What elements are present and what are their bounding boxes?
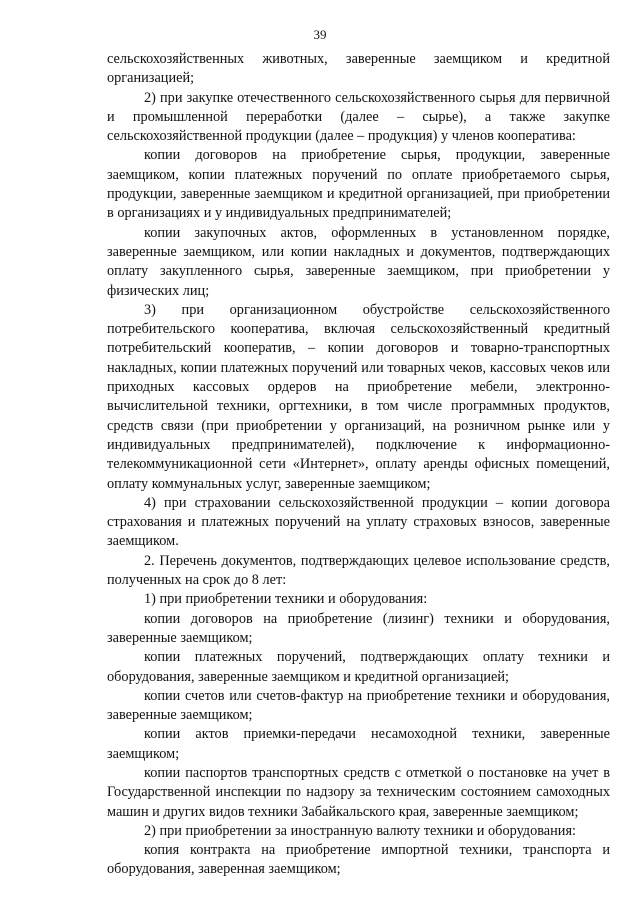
paragraph-section-2-heading: 2. Перечень документов, подтверждающих целевое использование средств, полученных на срок до 8 лет:: [107, 552, 610, 589]
paragraph-item-2-foreign-currency: 2) при приобретении за иностранную валюту техники и оборудования:: [144, 822, 576, 839]
document-body: [107, 50, 610, 880]
paragraph-leasing-contracts: копии договоров на приобретение (лизинг) техники и оборудования, заверенные заемщиком;: [107, 610, 610, 646]
paragraph-invoices: копии счетов или счетов-фактур на приобретение техники и оборудования, заверенные заемщиком;: [107, 687, 610, 724]
page-number: 39: [313, 27, 327, 42]
paragraph-item-2-raw-materials: 2) при закупке отечественного сельскохозяйственного сырья для первичной и промышленной переработки (далее – сырье), а также закупке сельскохозяйственной продукции (далее – продукция) у членов кооператива:: [107, 89, 610, 145]
paragraph-payment-orders: копии платежных поручений, подтверждающих оплату техники и оборудования, заверенные заемщиком и кредитной организацией;: [107, 649, 610, 685]
paragraph-item-3-cooperative: 3) при организационном обустройстве сельскохозяйственного потребительского кооператива, включая сельскохозяйственный кредитный потребительский кооператив, – копии договоров и товарно-транспортных накладных, копии платежных поручений или товарных чеков, кассовых чеков или приходных кассовых ордеров на приобретение мебели, электронно-вычислительной техники, оргтехники, в том числе программных продуктов, средств связи (при приобретении у организаций, на розничном рынке или у индивидуальных предпринимателей), подключение к информационно-телекоммуникационной сети «Интернет», оплату аренды офисных помещений, оплату коммунальных услуг, заверенные заемщиком;: [107, 301, 610, 492]
paragraph-item-4-insurance: 4) при страховании сельскохозяйственной продукции – копии договора страхования и платежных поручений на уплату страховых взносов, заверенные заемщиком.: [107, 494, 610, 550]
paragraph-item-1-equipment: 1) при приобретении техники и оборудования:: [144, 591, 428, 608]
paragraph-import-contract: копия контракта на приобретение импортной техники, транспорта и оборудования, заверенная заемщиком;: [107, 842, 610, 878]
paragraph-contracts-raw-materials: копии договоров на приобретение сырья, продукции, заверенные заемщиком, копии платежных поручений по оплате приобретаемого сырья, продукции, заверенные заемщиком и кредитной организацией, при приобретении в организациях и у индивидуальных предпринимателей;: [107, 147, 610, 222]
paragraph-continuation: сельскохозяйственных животных, заверенные заемщиком и кредитной организацией;: [107, 51, 610, 87]
paragraph-vehicle-passports: копии паспортов транспортных средств с отметкой о постановке на учет в Государственной инспекции по надзору за техническим состоянием самоходных машин и других видов техники Забайкальского края, заверенные заемщиком;: [107, 764, 610, 820]
paragraph-purchase-acts: копии закупочных актов, оформленных в установленном порядке, заверенные заемщиком, или копии накладных и документов, подтверждающих оплату закупленного сырья, заверенные заемщиком, при приобретении у физических лиц;: [107, 224, 610, 299]
paragraph-acceptance-acts: копии актов приемки-передачи несамоходной техники, заверенные заемщиком;: [107, 726, 610, 762]
